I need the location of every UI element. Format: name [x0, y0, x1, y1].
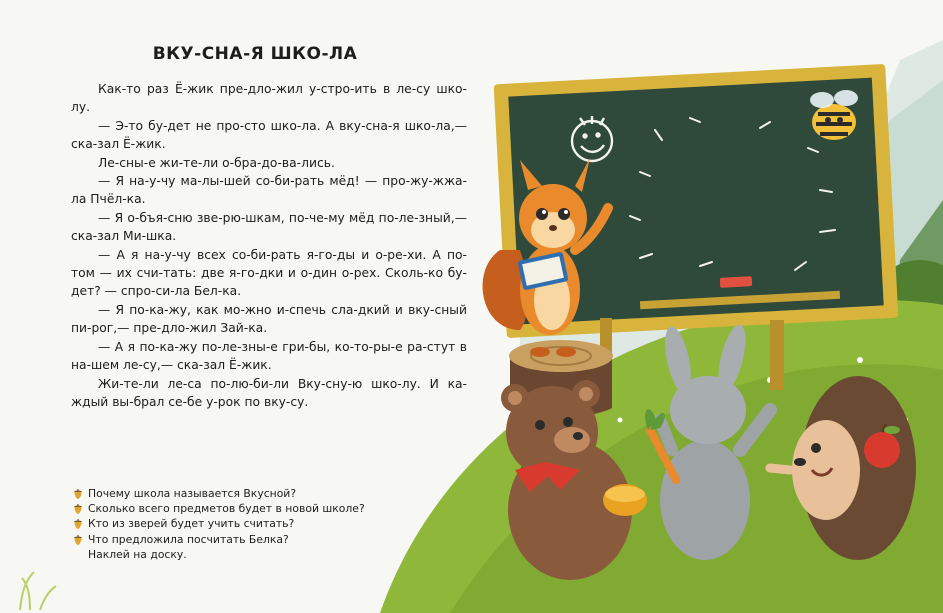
story-paragraph: — Э-то бу-дет не про-сто шко-ла. А вку-сна-я шко-ла,— ска-зал Ё-жик. [71, 118, 467, 152]
question-list [73, 486, 463, 562]
story-paragraph: Жи-те-ли ле-са по-лю-би-ли Вку-сну-ю шко-лу. И ка-ждый вы-брал се-бе у-рок по вку-су. [71, 376, 467, 409]
story-paragraph: — А я на-у-чу всех со-би-рать я-го-ды и о-ре-хи. А по-том — их счи-тать: две я-го-дки и о-дин о-рех. Сколь-ко бу-дет? — спро-си-ла Бел-ка. [71, 247, 467, 299]
story-paragraph: — Я по-ка-жу, как мо-жно и-спечь сла-дкий и вку-сный пи-рог,— пре-дло-жил Зай-ка. [71, 302, 467, 336]
acorn-icon [73, 503, 83, 515]
question-item [73, 516, 463, 531]
story-paragraph: — Я на-у-чу ма-лы-шей со-би-рать мёд! — про-жу-жжа-ла Пчёл-ка. [71, 174, 467, 207]
story-paragraph: — Я о-бъя-сню зве-рю-шкам, по-че-му мёд по-ле-зный,— ска-зал Ми-шка. [71, 210, 467, 244]
story-paragraph: Как-то раз Ё-жик пре-дло-жил у-стро-ить в ле-су шко-лу. [71, 82, 467, 115]
task-instruction: Наклей на доску. [88, 547, 187, 561]
story-paragraph: — А я по-ка-жу по-ле-зны-е гри-бы, ко-то-ры-е ра-стут в на-шем ле-су,— ска-зал Ё-жик. [71, 339, 467, 373]
question-text: Что предложила посчитать Белка? [88, 532, 289, 546]
question-item [73, 532, 463, 547]
question-item [73, 501, 463, 516]
question-text: Сколько всего предметов будет в новой школе? [88, 502, 365, 516]
story-paragraph: Ле-сны-е жи-те-ли о-бра-до-ва-лись. [98, 155, 335, 170]
story-title: ВКУ-СНА-Я ШКО-ЛА [152, 44, 358, 64]
question-text: Почему школа называется Вкусной? [88, 487, 297, 500]
grass-sprouts-icon [20, 572, 56, 610]
acorn-icon [73, 488, 83, 500]
story-text [71, 80, 467, 411]
question-text: Кто из зверей будет учить считать? [88, 517, 295, 531]
question-item [73, 486, 463, 501]
acorn-icon [73, 518, 83, 530]
acorn-icon [73, 534, 83, 546]
